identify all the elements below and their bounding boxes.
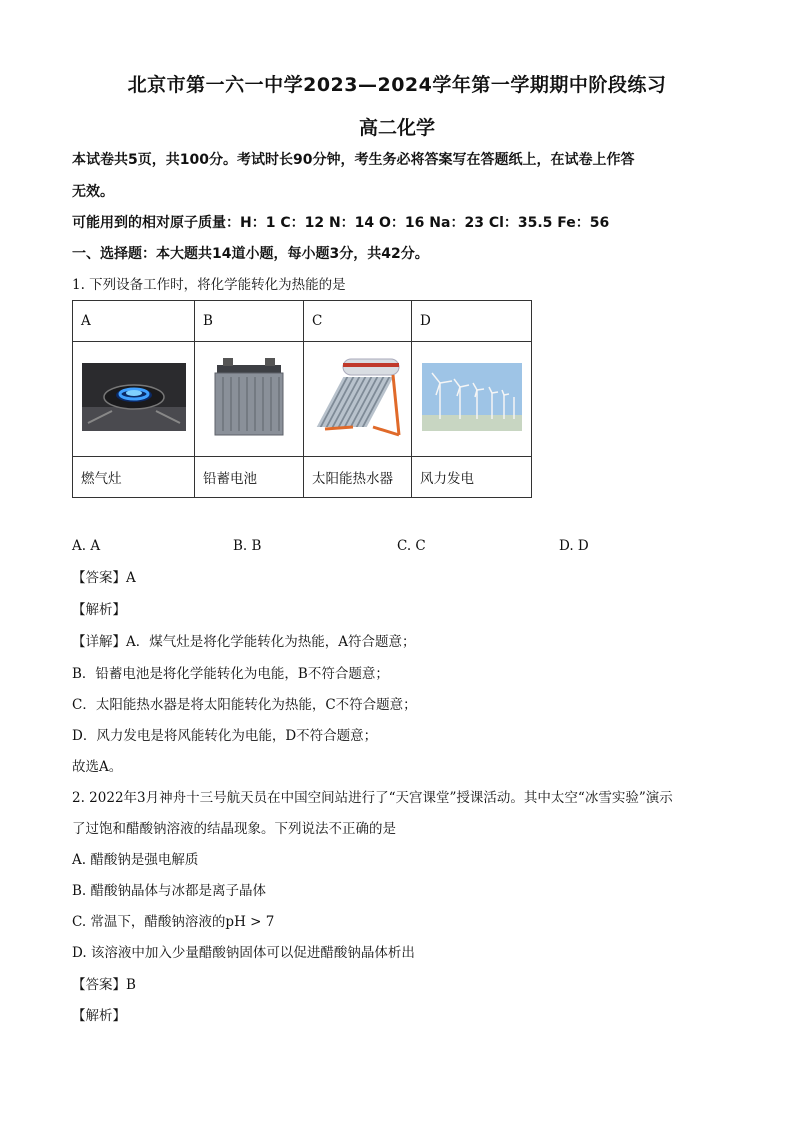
battery-icon — [209, 355, 289, 439]
table-label-c: 太阳能热水器 — [304, 457, 412, 498]
intro-line-1: 本试卷共5页，共100分。考试时长90分钟，考生务必将答案写在答题纸上，在试卷上作答 — [72, 152, 635, 168]
intro-line-2: 无效。 — [72, 184, 114, 200]
question-1-detail-4: D．风力发电是将风能转化为电能，D不符合题意； — [72, 728, 378, 744]
section-heading: 一、选择题：本大题共14道小题，每小题3分，共42分。 — [72, 246, 429, 262]
question-1-answer: 【答案】A — [72, 570, 136, 586]
gas-stove-icon — [82, 363, 186, 431]
question-1-choices — [72, 538, 732, 558]
question-1-detail-1: 【详解】A．煤气灶是将化学能转化为热能，A符合题意； — [72, 634, 416, 650]
question-2-option-a: A. 醋酸钠是强电解质 — [72, 852, 199, 868]
table-header-c: C — [304, 301, 412, 342]
choice-c: C. C — [397, 538, 426, 554]
table-header-a: A — [73, 301, 195, 342]
question-1-options-table — [72, 300, 532, 498]
question-1-analysis-tag: 【解析】 — [72, 602, 126, 618]
question-1-detail-2: B．铅蓄电池是将化学能转化为电能，B不符合题意； — [72, 666, 389, 682]
table-header-d: D — [412, 301, 532, 342]
choice-b: B. B — [233, 538, 262, 554]
solar-heater-icon — [313, 355, 403, 439]
question-1-stem: 1. 下列设备工作时，将化学能转化为热能的是 — [72, 277, 346, 293]
table-label-a: 燃气灶 — [73, 457, 195, 498]
wind-turbine-icon — [422, 363, 522, 431]
choice-d: D. D — [559, 538, 589, 554]
choice-a: A. A — [72, 538, 101, 554]
question-1-detail-3: C．太阳能热水器是将太阳能转化为热能，C不符合题意； — [72, 697, 417, 713]
table-label-b: 铅蓄电池 — [195, 457, 304, 498]
question-2-analysis-tag: 【解析】 — [72, 1008, 126, 1024]
gas-stove-image — [73, 342, 195, 457]
table-label-d: 风力发电 — [412, 457, 532, 498]
table-header-b: B — [195, 301, 304, 342]
solar-heater-image — [304, 342, 412, 457]
question-2-stem-2: 了过饱和醋酸钠溶液的结晶现象。下列说法不正确的是 — [72, 821, 396, 837]
page-subtitle: 高二化学 — [358, 117, 435, 139]
question-2-option-b: B. 醋酸钠晶体与冰都是离子晶体 — [72, 883, 267, 899]
question-1-detail-5: 故选A。 — [72, 759, 123, 775]
page-title: 北京市第一六一中学2023—2024学年第一学期期中阶段练习 — [127, 74, 667, 96]
wind-power-image — [412, 342, 532, 457]
lead-battery-image — [195, 342, 304, 457]
question-2-option-c: C. 常温下，醋酸钠溶液的pH > 7 — [72, 914, 275, 930]
question-2-option-d: D. 该溶液中加入少量醋酸钠固体可以促进醋酸钠晶体析出 — [72, 945, 415, 961]
atomic-masses: 可能用到的相对原子质量：H：1 C：12 N：14 O：16 Na：23 Cl：35.5 Fe：56 — [72, 215, 610, 231]
question-2-answer: 【答案】B — [72, 977, 136, 993]
question-2-stem-1: 2. 2022年3月神舟十三号航天员在中国空间站进行了“天宫课堂”授课活动。其中太空“冰雪实验”演示 — [72, 790, 673, 806]
